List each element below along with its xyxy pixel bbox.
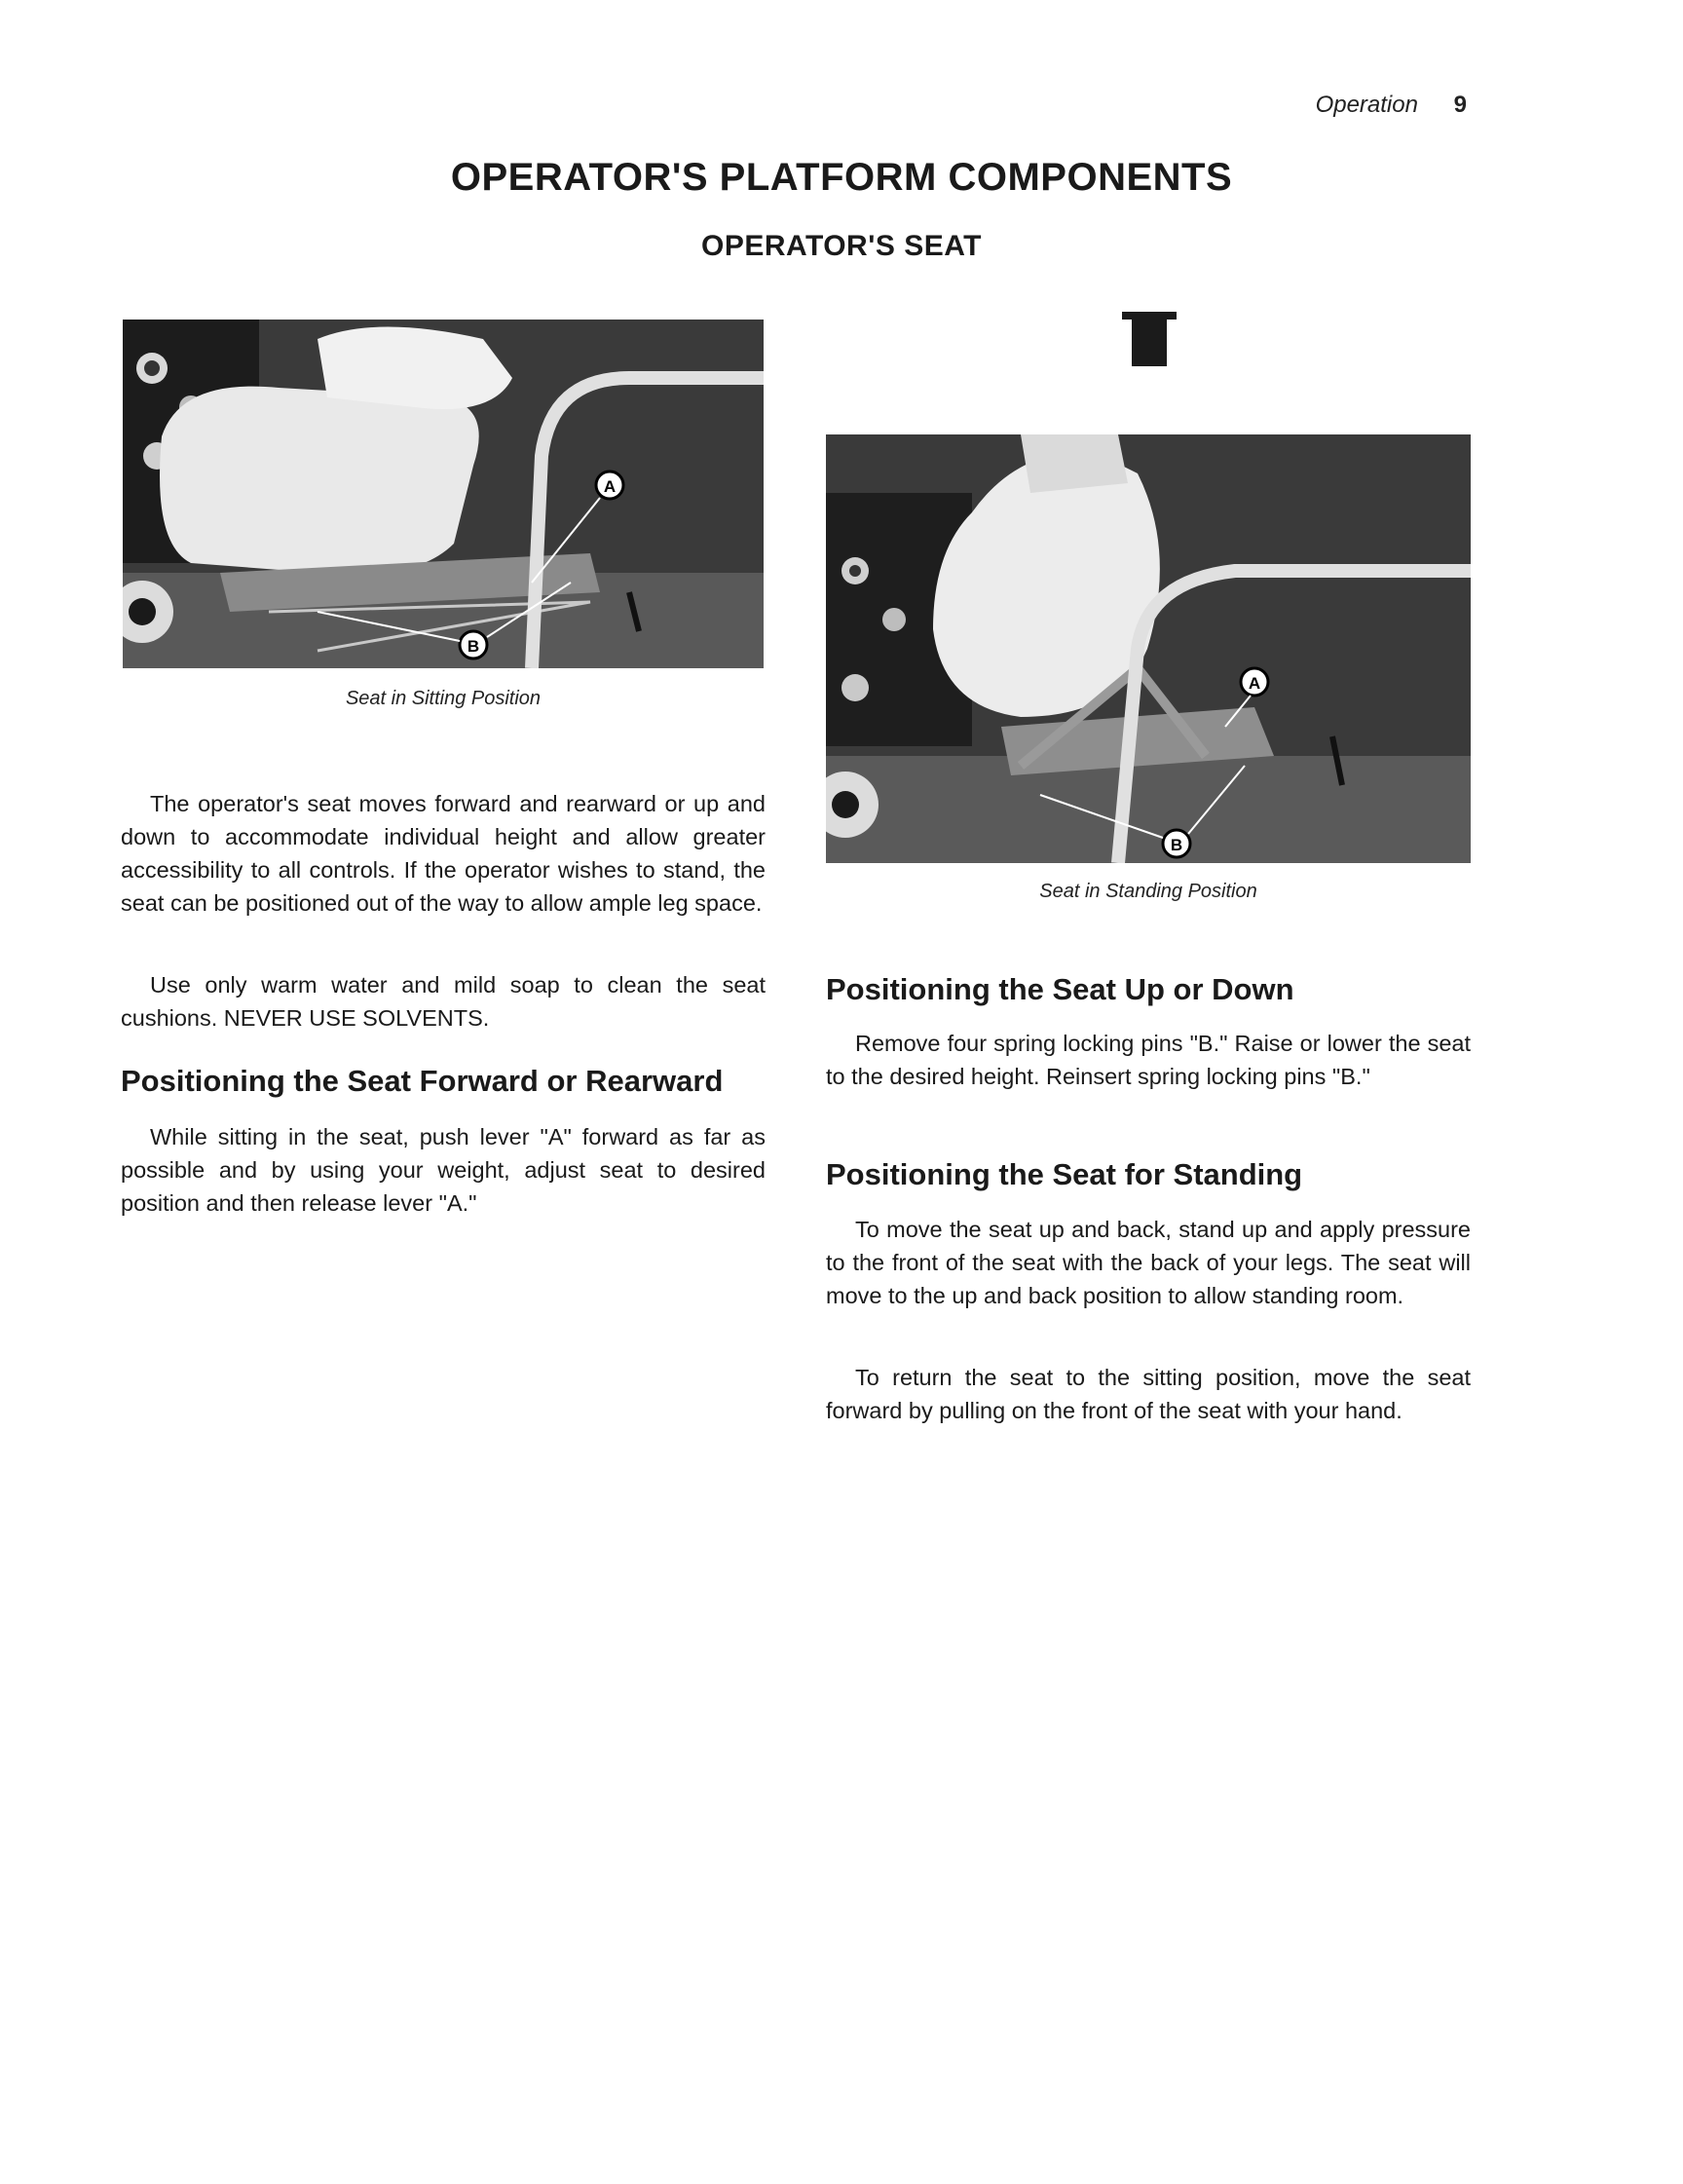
seat-post-top — [1132, 312, 1167, 366]
standing-position-caption: Seat in Standing Position — [1039, 881, 1257, 902]
header-section: Operation — [1315, 92, 1418, 118]
heading-forward-rearward: Positioning the Seat Forward or Rearward — [121, 1064, 724, 1098]
page-header — [1316, 92, 1467, 119]
svg-text:A: A — [1248, 674, 1261, 693]
return-sitting-paragraph: To return the seat to the sitting position, move the seat forward by pulling on the front of the seat with your hand. — [826, 1365, 1471, 1423]
forward-rearward-paragraph: While sitting in the seat, push lever "A" forward as far as possible and by using your weight, adjust seat to desired position and then release lever "A." — [121, 1124, 766, 1216]
sitting-position-caption: Seat in Sitting Position — [345, 688, 542, 709]
page-title: OPERATOR'S PLATFORM COMPONENTS — [450, 156, 1233, 199]
sitting-position-photo — [123, 320, 764, 668]
svg-text:A: A — [603, 477, 617, 496]
svg-text:B: B — [467, 637, 480, 656]
cleaning-paragraph: Use only warm water and mild soap to clean the seat cushions. NEVER USE SOLVENTS. — [121, 972, 766, 1031]
page-subtitle: OPERATOR'S SEAT — [700, 230, 982, 262]
intro-paragraph: The operator's seat moves forward and rearward or up and down to accommodate individual height and allow greater accessibility to all controls. If the operator wishes to stand, the seat can be positioned out of the way to allow ample leg space. — [121, 791, 766, 916]
heading-up-down: Positioning the Seat Up or Down — [826, 972, 1294, 1006]
svg-text:B: B — [1170, 836, 1183, 854]
page-number: 9 — [1453, 92, 1467, 118]
up-down-paragraph: Remove four spring locking pins "B." Raise or lower the seat to the desired height. Reinsert spring locking pins "B." — [826, 1031, 1471, 1089]
standing-position-photo — [826, 434, 1471, 863]
standing-paragraph: To move the seat up and back, stand up and apply pressure to the front of the seat with the back of your legs. The seat will move to the up and back position to allow standing room. — [826, 1217, 1471, 1308]
heading-standing: Positioning the Seat for Standing — [826, 1157, 1303, 1191]
